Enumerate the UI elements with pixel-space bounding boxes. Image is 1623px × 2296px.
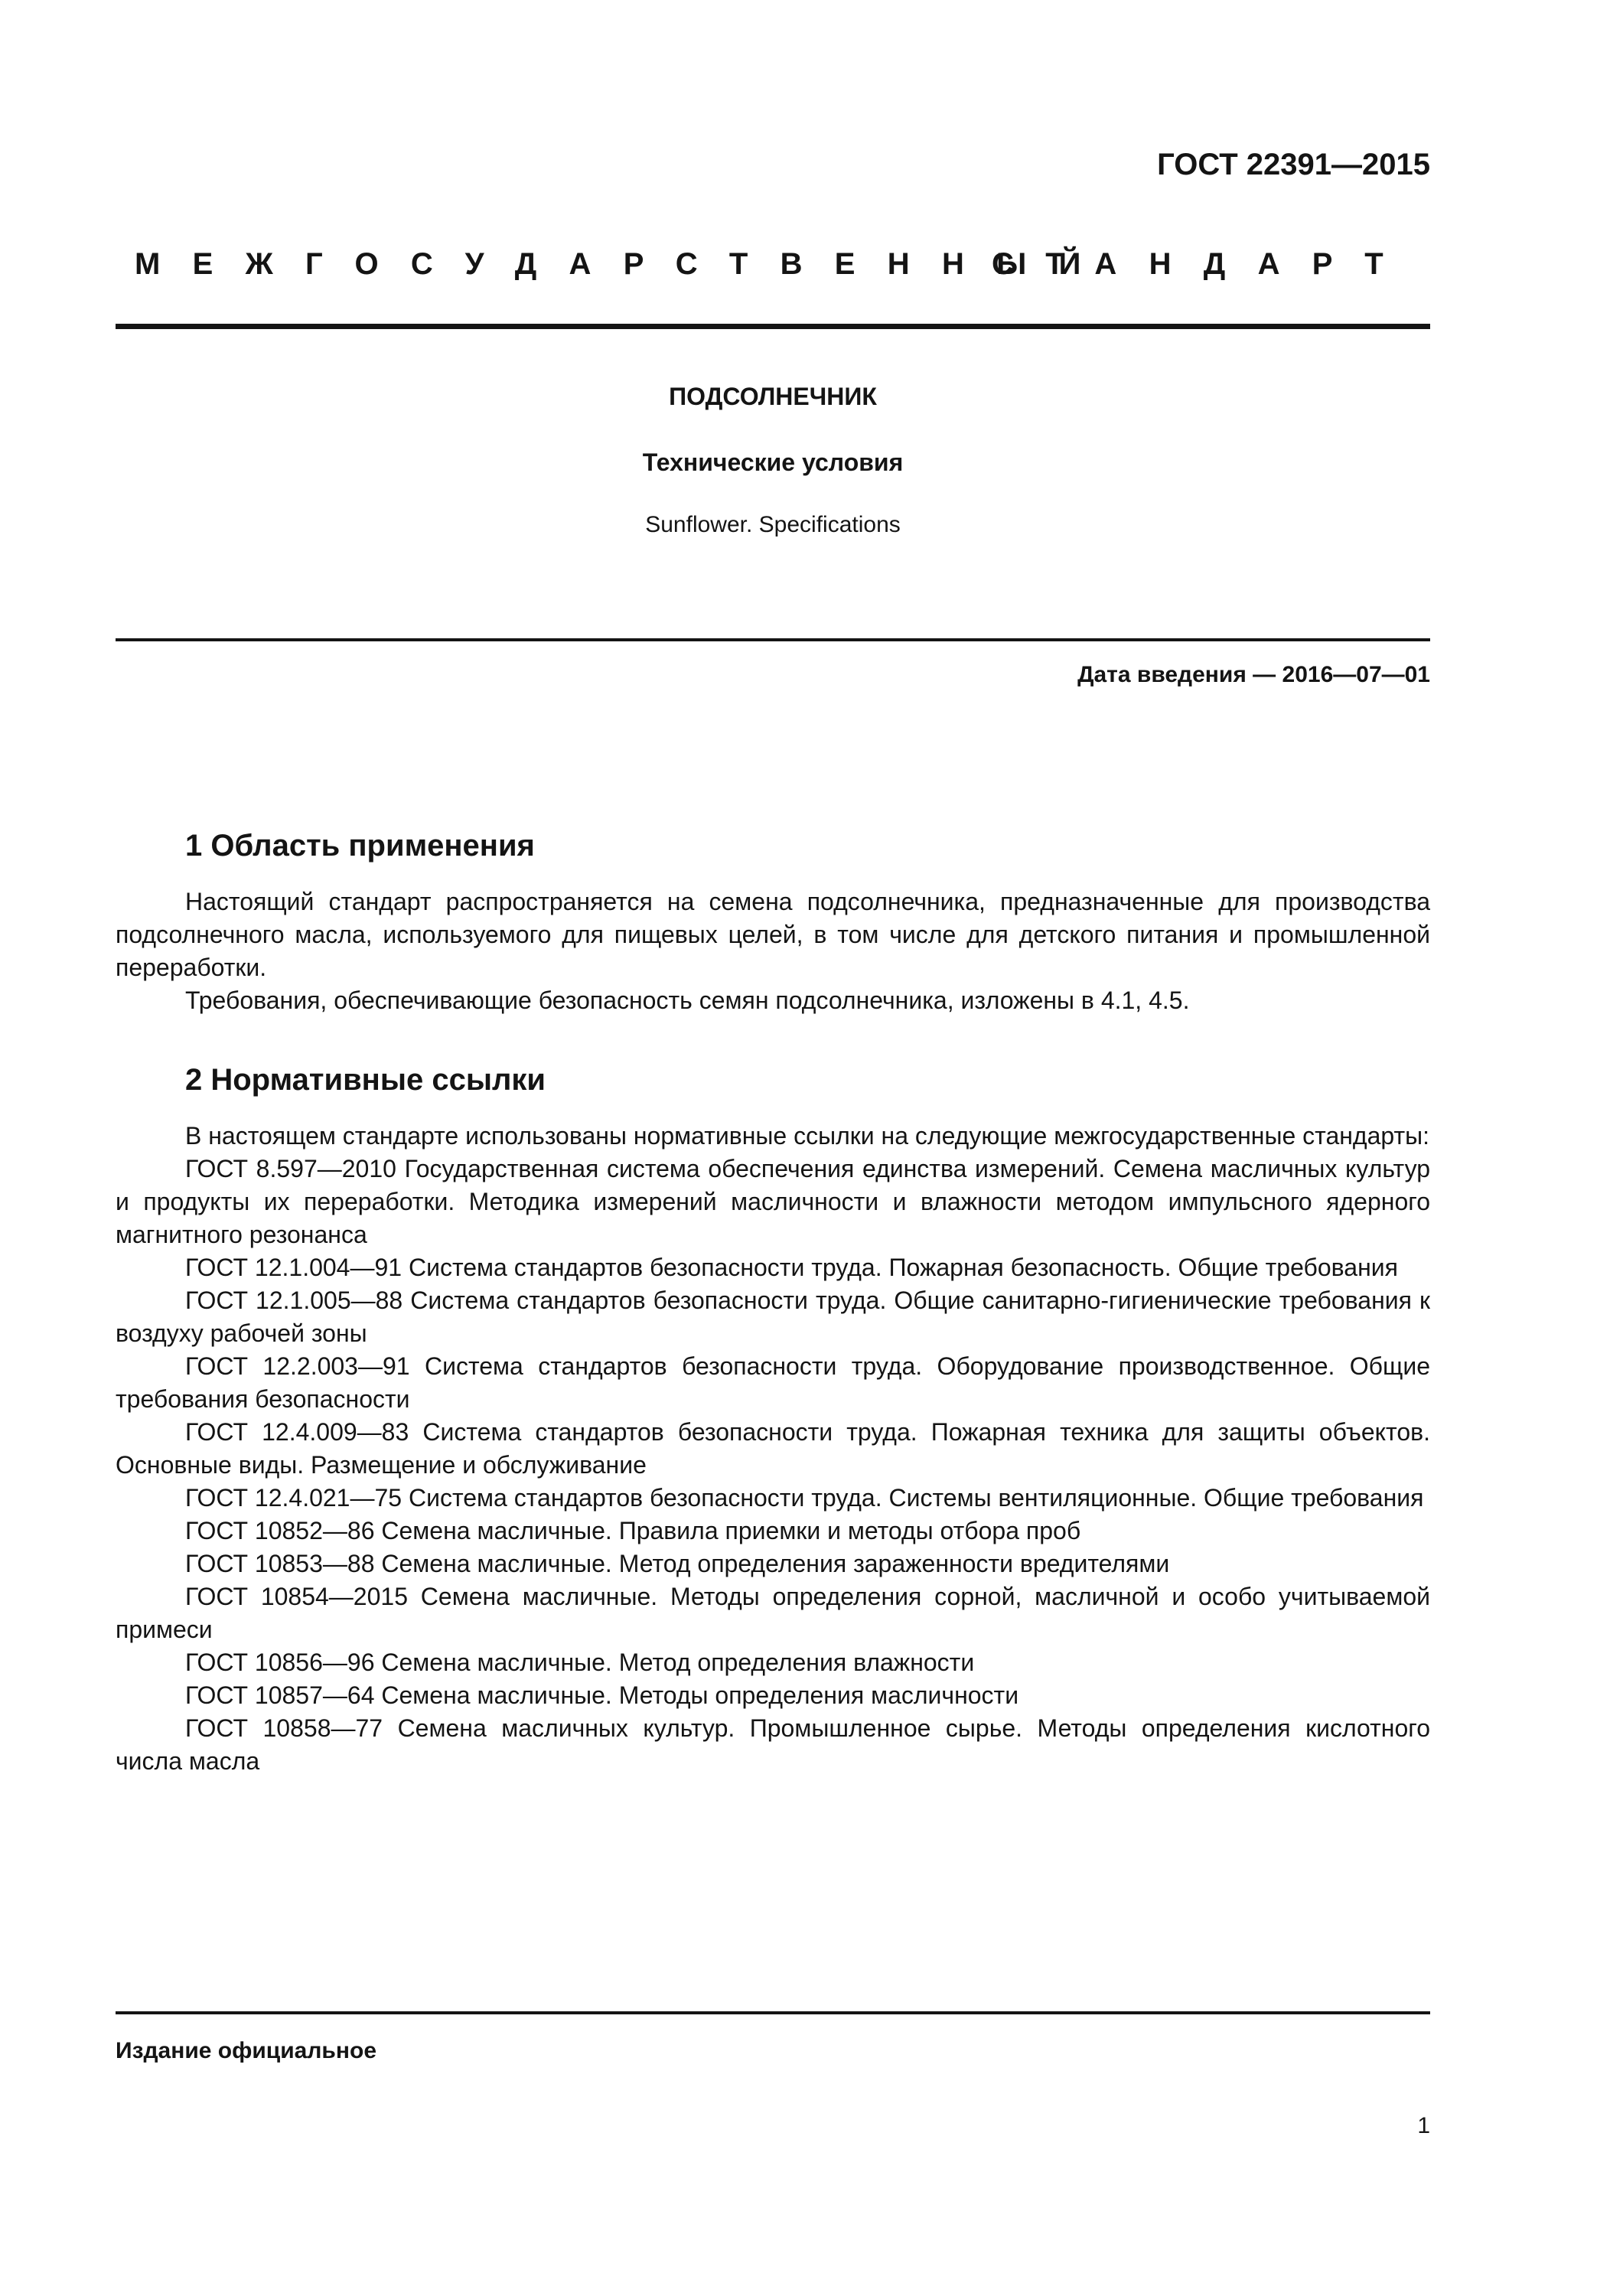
reference-item: ГОСТ 10857—64 Семена масличные. Методы определения масличности	[185, 1681, 1019, 1709]
reference-item: ГОСТ 10854—2015 Семена масличные. Методы определения сорной, масличной и особо учитываемой примеси	[116, 1583, 1430, 1643]
title-divider	[116, 638, 1430, 641]
header-divider	[116, 324, 1430, 329]
paragraph: В настоящем стандарте использованы нормативные ссылки на следующие межгосударственные стандарты:	[185, 1122, 1430, 1150]
reference-item: ГОСТ 12.1.004—91 Система стандартов безопасности труда. Пожарная безопасность. Общие требования	[185, 1254, 1398, 1281]
edition-label: Издание официальное	[116, 2038, 377, 2063]
introduction-date: Дата введения — 2016—07—01	[1077, 662, 1430, 687]
paragraph: Настоящий стандарт распространяется на семена подсолнечника, предназначенные для производства подсолнечного масла, используемого для пищевых целей, в том числе для детского питания и промышленной переработки.	[116, 888, 1430, 981]
document-code: ГОСТ 22391—2015	[1157, 148, 1430, 181]
standard-type-heading	[135, 245, 1430, 283]
page-number: 1	[1417, 2113, 1430, 2138]
section-heading-references: 2 Нормативные ссылки	[185, 1063, 546, 1097]
section-body-scope	[116, 885, 1430, 1017]
reference-item: ГОСТ 10856—96 Семена масличные. Метод определения влажности	[185, 1649, 975, 1676]
reference-item: ГОСТ 12.2.003—91 Система стандартов безопасности труда. Оборудование производственное. Общие требования безопасности	[116, 1352, 1430, 1413]
document-title: ПОДСОЛНЕЧНИК	[669, 383, 877, 410]
document-subtitle: Технические условия	[642, 448, 904, 476]
reference-item: ГОСТ 8.597—2010 Государственная система обеспечения единства измерений. Семена масличных культур и продукты их переработки. Методика измерений масличности и влажности методом импульсного ядерного магнитного резонанса	[116, 1155, 1430, 1248]
reference-item: ГОСТ 10852—86 Семена масличные. Правила приемки и методы отбора проб	[185, 1517, 1081, 1544]
footer-divider	[116, 2011, 1430, 2014]
english-title: Sunflower. Specifications	[645, 512, 901, 537]
standard-type-word-2: СТАНДАРТ	[992, 247, 1416, 281]
standard-type-word-1: МЕЖГОСУДАРСТВЕННЫЙ	[135, 247, 1113, 281]
paragraph: Требования, обеспечивающие безопасность семян подсолнечника, изложены в 4.1, 4.5.	[185, 987, 1190, 1014]
reference-item: ГОСТ 12.4.009—83 Система стандартов безопасности труда. Пожарная техника для защиты объектов. Основные виды. Размещение и обслуживание	[116, 1418, 1430, 1479]
section-heading-scope: 1 Область применения	[185, 829, 535, 863]
reference-item: ГОСТ 10858—77 Семена масличных культур. Промышленное сырье. Методы определения кислотного числа масла	[116, 1714, 1430, 1775]
reference-item: ГОСТ 10853—88 Семена масличные. Метод определения зараженности вредителями	[185, 1550, 1170, 1577]
reference-item: ГОСТ 12.4.021—75 Система стандартов безопасности труда. Системы вентиляционные. Общие требования	[185, 1484, 1424, 1512]
reference-item: ГОСТ 12.1.005—88 Система стандартов безопасности труда. Общие санитарно-гигиенические требования к воздуху рабочей зоны	[116, 1287, 1430, 1347]
section-body-references	[116, 1120, 1430, 1778]
